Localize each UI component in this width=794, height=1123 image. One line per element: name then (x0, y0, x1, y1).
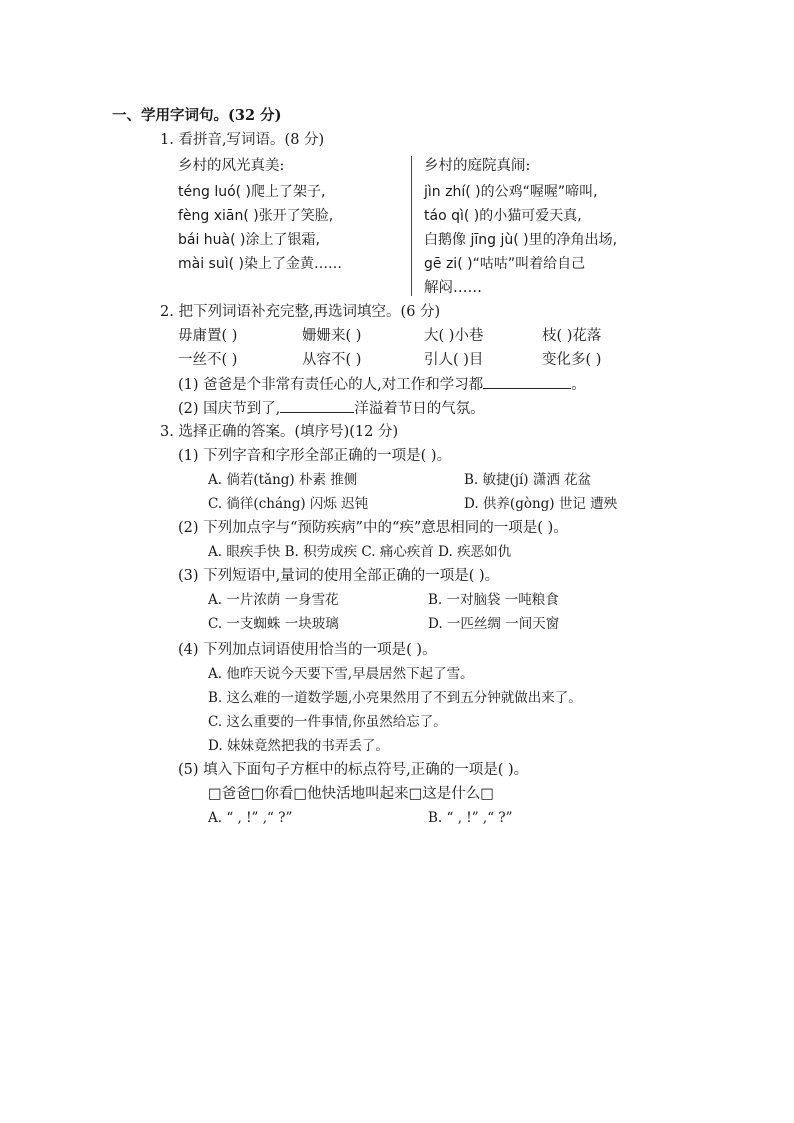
q3-p2-options: A. 眼疾手快 B. 积劳成疾 C. 痛心疾首 D. 疾恶如仇 (208, 544, 512, 560)
q2-sentence-2 (178, 398, 485, 419)
q3-p3-stem: (3) 下列短语中,量词的使用全部正确的一项是( )。 (178, 568, 500, 584)
q2-word-1: 毋庸置( ) (178, 328, 238, 344)
q3-title: 3. 选择正确的答案。(填序号)(12 分) (160, 424, 399, 440)
q1-title: 1. 看拼音,写词语。(8 分) (160, 132, 325, 148)
q1-right-line-2: táo qì( )的小猫可爱天真, (424, 208, 582, 224)
q2-s1-text: (1) 爸爸是个非常有责任心的人,对工作和学习都 (178, 377, 484, 393)
q3-p5-option-b: B. “ , !” ,“ ?” (428, 810, 513, 826)
q2-word-6: 从容不( ) (302, 352, 362, 368)
q3-p1-option-d: D. 供养(gòng) 世记 遭殃 (464, 496, 618, 512)
q2-word-3: 大( )小巷 (424, 328, 484, 344)
q3-p4-option-c: C. 这么重要的一件事情,你虽然给忘了。 (208, 714, 447, 730)
q1-left-heading: 乡村的风光真美: (178, 158, 285, 174)
q1-right-line-1: jìn zhí( )的公鸡“喔喔”啼叫, (424, 184, 598, 200)
q1-right-heading: 乡村的庭院真闹: (424, 158, 531, 174)
q2-sentence-1 (178, 374, 586, 395)
q1-left-line-3: bái huà( )涂上了银霜, (178, 232, 320, 248)
q1-left-line-1: téng luó( )爬上了架子, (178, 184, 326, 200)
q3-p4-stem: (4) 下列加点词语使用恰当的一项是( )。 (178, 642, 437, 658)
q3-p3-option-a: A. 一片浓荫 一身雪花 (208, 592, 339, 608)
q3-p1-option-c: C. 徜徉(cháng) 闪烁 迟钝 (208, 496, 369, 512)
q3-p5-stem: (5) 填入下面句子方框中的标点符号,正确的一项是( )。 (178, 762, 529, 778)
q2-s2-text: (2) 国庆节到了, (178, 401, 281, 417)
q2-s1-end: 。 (571, 377, 586, 393)
q2-s2-end: 洋溢着节日的气氛。 (354, 401, 485, 417)
q2-word-5: 一丝不( ) (178, 352, 238, 368)
q3-p3-option-b: B. 一对脑袋 一吨粮食 (428, 592, 559, 608)
q2-s2-blank[interactable] (280, 398, 354, 413)
q1-left-line-2: fèng xiān( )张开了笑脸, (178, 208, 334, 224)
q1-left-line-4: mài suì( )染上了金黄…… (178, 256, 342, 272)
q3-p3-option-c: C. 一支蜘蛛 一块玻璃 (208, 616, 339, 632)
section-title: 一、学用字词句。(32 分) (112, 107, 282, 124)
q3-p2-stem: (2) 下列加点字与“预防疾病”中的“疾”意思相同的一项是( )。 (178, 520, 568, 536)
q2-word-7: 引人( )目 (424, 352, 484, 368)
q3-p5-sentence: □爸爸□你看□他快活地叫起来□这是什么□ (208, 786, 494, 802)
q2-word-2: 姗姗来( ) (302, 328, 362, 344)
q1-right-line-4: gē zi( )“咕咕”叫着给自己 (424, 256, 586, 272)
q3-p4-option-a: A. 他昨天说今天要下雪,早晨居然下起了雪。 (208, 666, 474, 682)
q3-p1-option-a: A. 倘若(tǎng) 朴素 推侧 (208, 472, 358, 488)
q3-p4-option-b: B. 这么难的一道数学题,小亮果然用了不到五分钟就做出来了。 (208, 690, 582, 706)
q3-p1-stem: (1) 下列字音和字形全部正确的一项是( )。 (178, 448, 452, 464)
q2-title: 2. 把下列词语补充完整,再选词填空。(6 分) (160, 304, 441, 320)
q3-p1-option-b: B. 敏捷(jí) 潇洒 花盆 (464, 472, 592, 488)
q1-right-line-3: 白鹅像 jīng jù( )里的净角出场, (424, 232, 618, 248)
q2-word-8: 变化多( ) (542, 352, 602, 368)
q2-s1-blank[interactable] (483, 374, 571, 389)
q3-p5-option-a: A. “ , !” ,“ ?” (208, 810, 293, 826)
q1-right-line-5: 解闷…… (424, 280, 482, 296)
column-divider (411, 156, 412, 296)
q3-p4-option-d: D. 妹妹竟然把我的书弄丢了。 (208, 738, 389, 754)
q3-p3-option-d: D. 一匹丝绸 一间天窗 (428, 616, 560, 632)
q2-word-4: 枝( )花落 (542, 328, 602, 344)
